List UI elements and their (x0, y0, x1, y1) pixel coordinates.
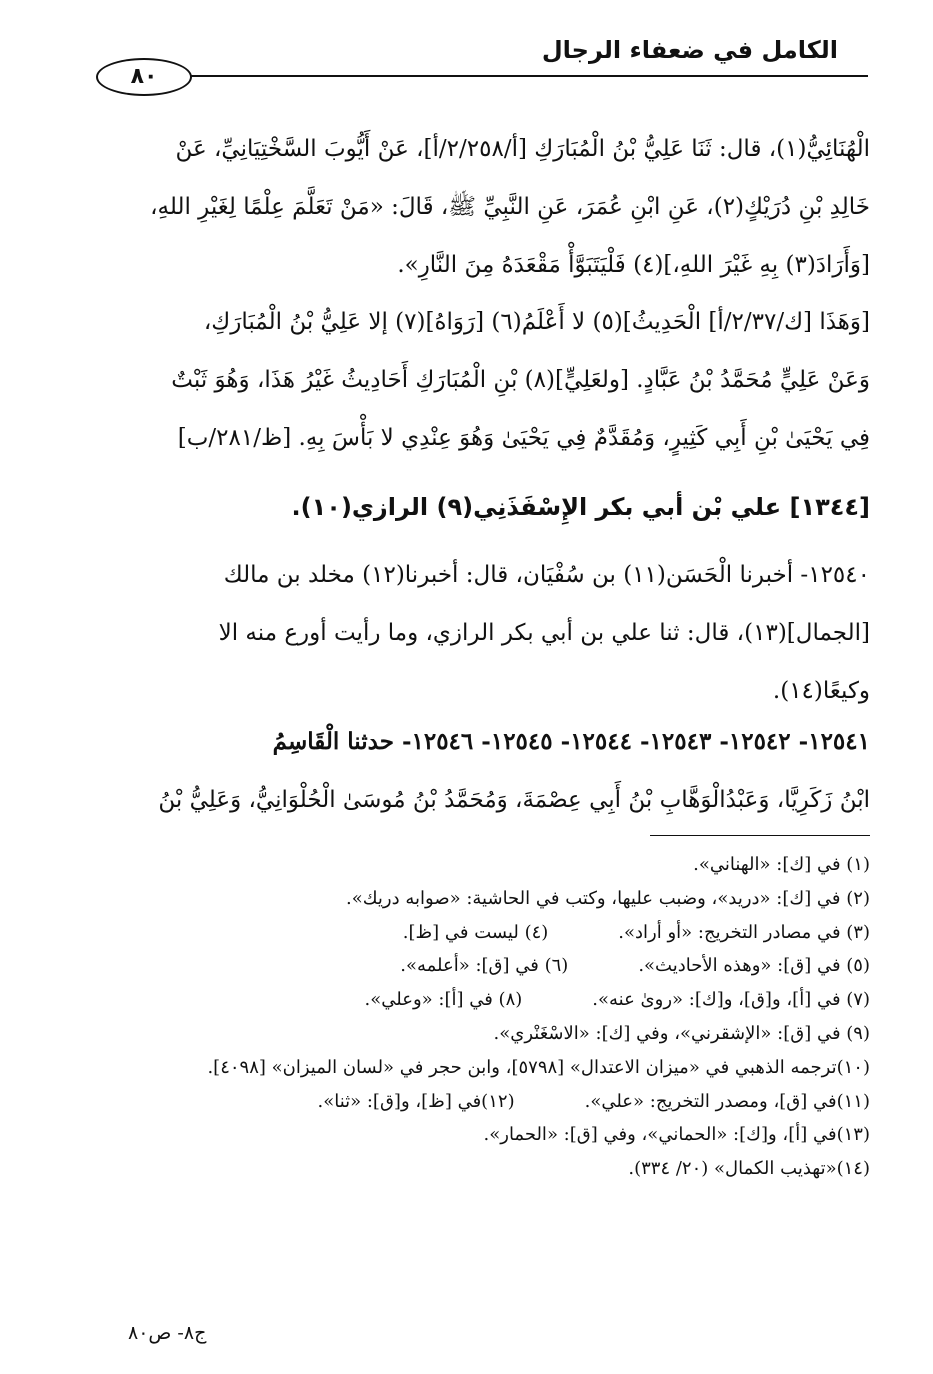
footnote: (٧) في [أ]، و[ق]، و[ك]: «روىٰ عنه». (592, 989, 870, 1011)
footnote: (٦) في [ق]: «أعلمه». (400, 955, 569, 977)
text-line: وكيعًا(١٤). (772, 678, 870, 704)
text-line: ابْنُ زَكَرِيَّا، وَعَبْدُالْوَهَّابِ بْنُ أَبِي عِصْمَةَ، وَمُحَمَّدُ بْنُ مُوسَىٰ الْحُلْوَانِيُّ، وَعَلِيُّ بْنُ (158, 787, 870, 813)
footnote: (٤) ليست في [ظ]. (402, 921, 549, 943)
text-line: وَعَنْ عَلِيٍّ مُحَمَّدُ بْنُ عَبَّادٍ. [ولعَلِيٍّ](٨) بْنِ الْمُبَارَكِ أَحَادِيثُ غَيْرُ هَذَا، وَهُوَ ثَبْتٌ (171, 367, 870, 393)
header-rule (98, 75, 868, 77)
running-title: الكامل في ضعفاء الرجال (541, 36, 838, 64)
text-line: [وَهَذَا [ك/٢/٣٧/أ] الْحَدِيثُ](٥) لا أَعْلَمُ(٦) [رَوَاهُ](٧) إلا عَلِيُّ بْنُ الْمُبَارَكِ، (203, 309, 870, 335)
text-line: فِي يَحْيَىٰ بْنِ أَبِي كَثِيرٍ، وَمُقَدَّمٌ فِي يَحْيَىٰ وَهُوَ عِنْدِي لا بَأْسَ بِهِ. [ظ/٢٨١/ب] (177, 425, 870, 451)
footnote: (٣) في مصادر التخريج: «أو أراد». (618, 921, 870, 943)
footnote-line (100, 1017, 870, 1051)
footnote: (١٤)«تهذيب الكمال» (٢٠/ ٣٣٤). (628, 1158, 870, 1180)
paragraph-narration-12541 (100, 713, 870, 829)
paragraph-hadith (100, 120, 870, 294)
footnote-line (100, 1085, 870, 1119)
page-reference: ج٨- ص٨٠ (128, 1322, 207, 1344)
footnote: (١٣)في [أ]، و[ك]: «الحماني»، وفي [ق]: «الحمار». (483, 1124, 870, 1146)
footnote-line (100, 1152, 870, 1186)
text-line: [الجمال](١٣)، قال: ثنا علي بن أبي بكر الرازي، وما رأيت أورع منه الا (218, 620, 870, 646)
footnote: (٥) في [ق]: «وهذه الأحاديث». (638, 955, 870, 977)
footnote-separator (650, 835, 870, 836)
footnotes (100, 848, 870, 1186)
text-line: خَالِدِ بْنِ دُرَيْكٍ(٢)، عَنِ ابْنِ عُمَرَ، عَنِ النَّبِيِّ ﷺ، قَالَ: «مَنْ تَعَلَّمَ عِلْمًا لِغَيْرِ اللهِ، (150, 194, 870, 220)
text-line: ١٢٥٤٠- أخبرنا الْحَسَن(١١) بن سُفْيَان، قال: أخبرنا(١٢) مخلد بن مالك (223, 562, 870, 588)
footnote-line (100, 1051, 870, 1085)
paragraph-commentary (100, 293, 870, 467)
footnote: (٢) في [ك]: «دريد»، وضبب عليها، وكتب في الحاشية: «صوابه دريك». (346, 887, 870, 909)
entry-heading: [١٣٤٤] علي بْن أبي بكر الإِسْفَذَنِي(٩) الرازي(١٠). (291, 493, 870, 521)
footnote: (١) في [ك]: «الهناني». (693, 854, 870, 875)
footnote: (٩) في [ق]: «الإشقرني»، وفي [ك]: «الاسْغَنْري». (493, 1022, 870, 1044)
text-line: [وَأَرَادَ(٣) بِهِ غَيْرَ اللهِ،](٤) فَلْيَتَبَوَّأْ مَقْعَدَهُ مِنَ النَّارِ». (397, 252, 870, 278)
footnote-line (100, 848, 870, 882)
text-line: الْهُنَائِيُّ(١)، قال: ثَنَا عَلِيُّ بْنُ الْمُبَارَكِ [أ/٢/٢٥٨/أ]، عَنْ أَيُّوبَ السَّخْتِيَانِيِّ، عَنْ (175, 136, 870, 162)
footnote-line (100, 1118, 870, 1152)
footnote-line (100, 983, 870, 1017)
text-line: ١٢٥٤١- ١٢٥٤٢- ١٢٥٤٣- ١٢٥٤٤- ١٢٥٤٥- ١٢٥٤٦- حدثنا الْقَاسِمُ (272, 728, 870, 755)
footnote-line (100, 949, 870, 983)
footnote: (١٢)في [ظ]، و[ق]: «ثنا». (317, 1090, 515, 1112)
footnote: (١١)في [ق]، ومصدر التخريج: «علي». (584, 1090, 870, 1112)
footnote-line (100, 882, 870, 916)
paragraph-narration-12540 (100, 546, 870, 720)
footnote: (٨) في [أ]: «وعلي». (364, 989, 523, 1011)
page-number-badge: ٨٠ (96, 58, 192, 96)
footnote-line (100, 916, 870, 950)
footnote: (١٠)ترجمه الذهبي في «ميزان الاعتدال» [٥٧٩٨]، وابن حجر في «لسان الميزان» [٤٠٩٨]. (207, 1056, 870, 1078)
